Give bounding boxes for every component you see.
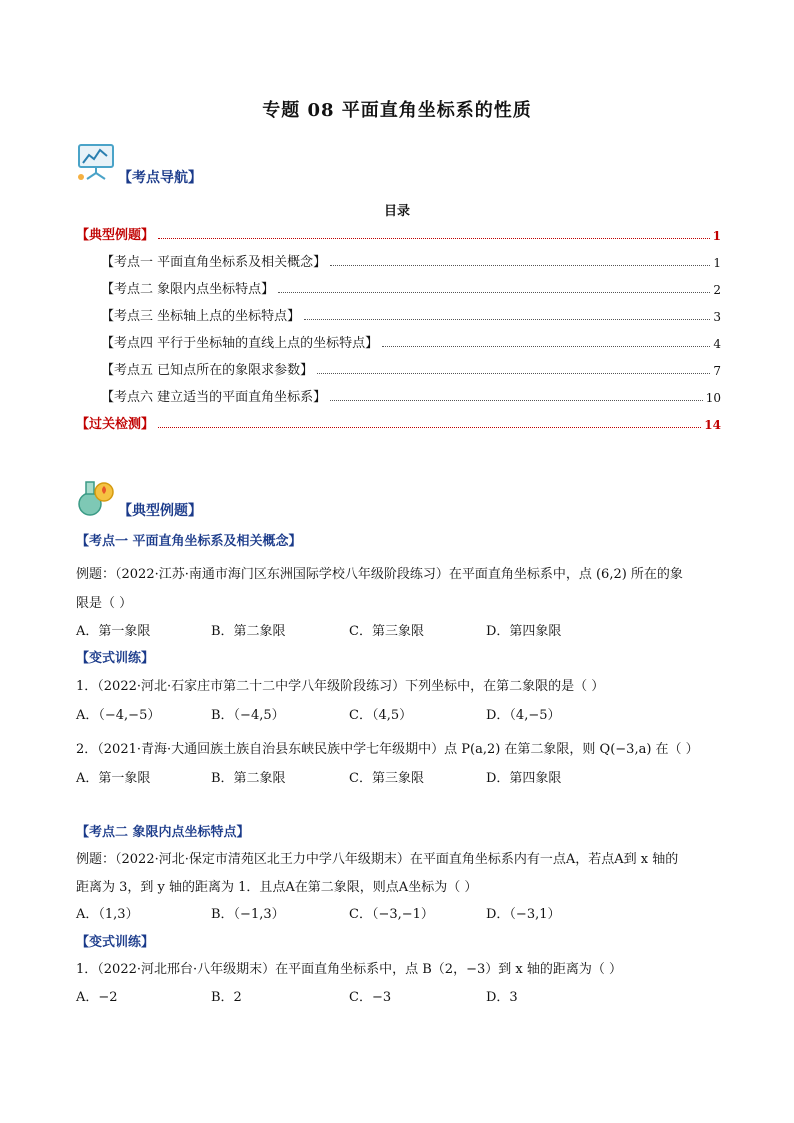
option-d[interactable]: D．3: [486, 990, 518, 1005]
option-c[interactable]: C．（4,5）: [349, 708, 413, 723]
option-a[interactable]: A．第一象限: [76, 624, 151, 639]
toc-item-label: 【考点四 平行于坐标轴的直线上点的坐标特点】: [101, 336, 379, 351]
option-b[interactable]: B．2: [211, 990, 242, 1005]
toc-item[interactable]: [101, 279, 721, 297]
toc-item[interactable]: [101, 360, 721, 378]
toc-leader: [304, 319, 710, 320]
variant-heading: 【变式训练】: [76, 651, 155, 666]
toc-page-number: 2: [713, 283, 721, 297]
presentation-board-icon: [75, 141, 117, 183]
toc-leader: [382, 346, 710, 347]
toc-leader: [158, 238, 710, 239]
option-a[interactable]: A．−2: [76, 990, 118, 1005]
option-b[interactable]: B．（−4,5）: [211, 708, 285, 723]
option-c[interactable]: C．（−3,−1）: [349, 907, 434, 922]
toc-item[interactable]: [76, 414, 721, 432]
toc-page-number: 7: [713, 364, 721, 378]
nav-label: 【考点导航】: [118, 170, 202, 186]
page-title: 专题 08 平面直角坐标系的性质: [262, 100, 532, 121]
option-a[interactable]: A．（1,3）: [76, 907, 139, 922]
option-c[interactable]: C．第三象限: [349, 771, 424, 786]
toc-item-label: 【考点三 坐标轴上点的坐标特点】: [101, 309, 301, 324]
toc-page-number: 4: [713, 337, 721, 351]
toc-page-number: 3: [713, 310, 721, 324]
option-b[interactable]: B．第二象限: [211, 771, 286, 786]
option-b[interactable]: B．（−1,3）: [211, 907, 285, 922]
toc-item-label: 【考点一 平面直角坐标系及相关概念】: [101, 255, 327, 270]
toc-page-number: 14: [704, 418, 721, 432]
toc-item[interactable]: [101, 387, 721, 405]
option-a[interactable]: A．第一象限: [76, 771, 151, 786]
example-text: 例题：（2022·江苏·南通市海门区东洲国际学校八年级阶段练习）在平面直角坐标系中，点 (6,2) 所在的象: [76, 567, 683, 582]
toc-page-number: 1: [712, 229, 721, 243]
toc-item[interactable]: [76, 225, 721, 243]
toc-leader: [158, 427, 701, 428]
toc-item[interactable]: [101, 252, 721, 270]
option-d[interactable]: D．（4,−5）: [486, 708, 561, 723]
toc-item-label: 【过关检测】: [76, 417, 155, 432]
toc-leader: [330, 400, 703, 401]
question-text: 1．（2022·河北邢台·八年级期末）在平面直角坐标系中，点 B（2，−3）到 x 轴的距离为（ ）: [76, 962, 622, 977]
toc-item[interactable]: [101, 333, 721, 351]
toc-page-number: 10: [705, 391, 721, 405]
option-d[interactable]: D．第四象限: [486, 624, 562, 639]
toc-item-label: 【考点六 建立适当的平面直角坐标系】: [101, 390, 327, 405]
toc-leader: [330, 265, 710, 266]
toc-heading: 目录: [383, 204, 410, 219]
option-d[interactable]: D．（−3,1）: [486, 907, 561, 922]
option-c[interactable]: C．−3: [349, 990, 392, 1005]
question-text: 1．（2022·河北·石家庄市第二十二中学八年级阶段练习）下列坐标中，在第二象限的是（ ）: [76, 679, 605, 694]
toc-leader: [317, 373, 710, 374]
example-text: 限是（ ）: [76, 596, 133, 611]
topic-heading: 【考点一 平面直角坐标系及相关概念】: [76, 534, 302, 549]
option-d[interactable]: D．第四象限: [486, 771, 562, 786]
toc-page-number: 1: [713, 256, 721, 270]
toc-item-label: 【考点五 已知点所在的象限求参数】: [101, 363, 314, 378]
topic-heading: 【考点二 象限内点坐标特点】: [76, 825, 250, 840]
flask-icon: [76, 476, 116, 518]
example-text: 距离为 3，到 y 轴的距离为 1．且点A在第二象限，则点A坐标为（ ）: [76, 880, 478, 895]
option-c[interactable]: C．第三象限: [349, 624, 424, 639]
toc-leader: [278, 292, 710, 293]
variant-heading: 【变式训练】: [76, 935, 155, 950]
toc-item[interactable]: [101, 306, 721, 324]
example-text: 例题：（2022·河北·保定市清苑区北王力中学八年级期末）在平面直角坐标系内有一点A，若点A到 x 轴的: [76, 852, 679, 867]
section-label: 【典型例题】: [118, 503, 202, 519]
toc-item-label: 【考点二 象限内点坐标特点】: [101, 282, 275, 297]
option-a[interactable]: A．（−4,−5）: [76, 708, 161, 723]
option-b[interactable]: B．第二象限: [211, 624, 286, 639]
toc-item-label: 【典型例题】: [76, 228, 155, 243]
question-text: 2．（2021·青海·大通回族土族自治县东峡民族中学七年级期中）点 P(a,2) 在第二象限，则 Q(−3,a) 在（ ）: [76, 742, 699, 757]
